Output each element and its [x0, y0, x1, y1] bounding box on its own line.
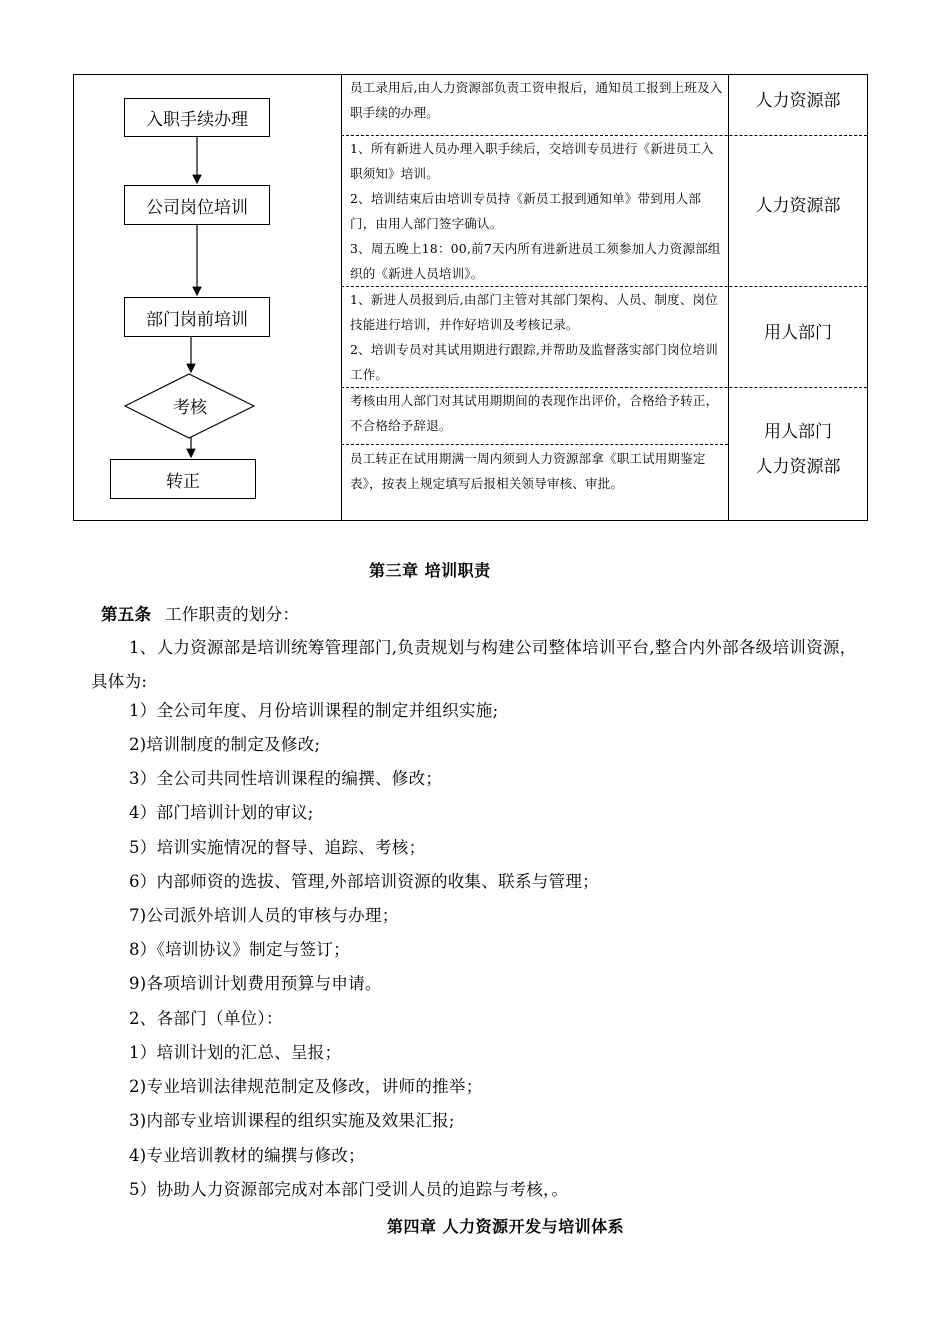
- list-item: 5）协助人力资源部完成对本部门受训人员的追踪与考核，。: [129, 1180, 569, 1199]
- row-description: 1、所有新进人员办理入职手续后，交培训专员进行《新进员工入职须知》培训。 2、培训结束后由培训专员持《新员工报到通知单》带到用人部门，由用人部门签字确认。 3、周五晚上18：00,前7天内所有进新进员工须参加人力资源部组织的《新进人员培训》。: [350, 141, 721, 281]
- flow-step-department-training: 部门岗前培训: [124, 297, 270, 337]
- list-item: 2)培训制度的制定及修改;: [129, 735, 321, 754]
- list-item: 4)专业培训教材的编撰与修改；: [129, 1146, 365, 1165]
- section-intro: 2、各部门（单位）：: [129, 1009, 283, 1028]
- column-divider: [341, 75, 342, 520]
- list-item: 6）内部师资的选拔、管理,外部培训资源的收集、联系与管理；: [129, 872, 599, 891]
- list-item: 1）培训计划的汇总、呈报；: [129, 1043, 342, 1062]
- list-item: 2)专业培训法律规范制定及修改，讲师的推举；: [129, 1077, 483, 1096]
- row-description: 员工录用后,由人力资源部负责工资申报后，通知员工报到上班及入职手续的办理。: [350, 80, 723, 120]
- list-item: 3）全公司共同性培训课程的编撰、修改；: [129, 769, 443, 788]
- list-item: 5）培训实施情况的督导、追踪、考核；: [129, 838, 426, 857]
- row-department: 人力资源部: [755, 457, 841, 477]
- article-line: [101, 601, 299, 625]
- chapter-heading: 第四章 人力资源开发与培训体系: [387, 1217, 625, 1236]
- flow-step-company-training: 公司岗位培训: [124, 185, 270, 225]
- row-description: 1、新进人员报到后,由部门主管对其部门架构、人员、制度、岗位技能进行培训，并作好培训及考核记录。 2、培训专员对其试用期进行跟踪,并帮助及监督落实部门岗位培训工作。: [350, 292, 718, 382]
- list-item: 8）《培训协议》制定与签订；: [129, 940, 350, 959]
- list-item: 7)公司派外培训人员的审核与办理；: [129, 906, 399, 925]
- row-department: 用人部门: [764, 323, 832, 343]
- row-description: 考核由用人部门对其试用期期间的表现作出评价，合格给予转正，不合格给予辞退。: [350, 393, 719, 433]
- onboarding-flow-table: [73, 74, 868, 521]
- list-item: 1）全公司年度、月份培训课程的制定并组织实施;: [129, 701, 499, 720]
- article-label: 第五条: [101, 605, 152, 624]
- chapter-heading: 第三章 培训职责: [369, 561, 491, 580]
- flow-step-assessment: 考核: [173, 398, 207, 418]
- row-description: 员工转正在试用期满一周内须到人力资源部拿《职工试用期鉴定表》，按表上规定填写后报相关领导审核、审批。: [350, 451, 706, 491]
- row-department: 用人部门: [764, 422, 832, 442]
- row-department: 人力资源部: [755, 91, 841, 111]
- flow-step-regularization: 转正: [110, 459, 256, 499]
- list-item: 9)各项培训计划费用预算与申请。: [129, 974, 382, 993]
- flow-step-onboarding: 入职手续办理: [124, 98, 270, 137]
- list-item: 3)内部专业培训课程的组织实施及效果汇报;: [129, 1111, 455, 1130]
- article-text: 工作职责的划分：: [164, 605, 300, 624]
- list-item: 4）部门培训计划的审议;: [129, 803, 314, 822]
- row-department: 人力资源部: [755, 196, 841, 216]
- section-intro: 1、人力资源部是培训统筹管理部门,负责规划与构建公司整体培训平台,整合内外部各级培训资源，具体为:: [91, 638, 857, 691]
- row-divider: [341, 444, 728, 445]
